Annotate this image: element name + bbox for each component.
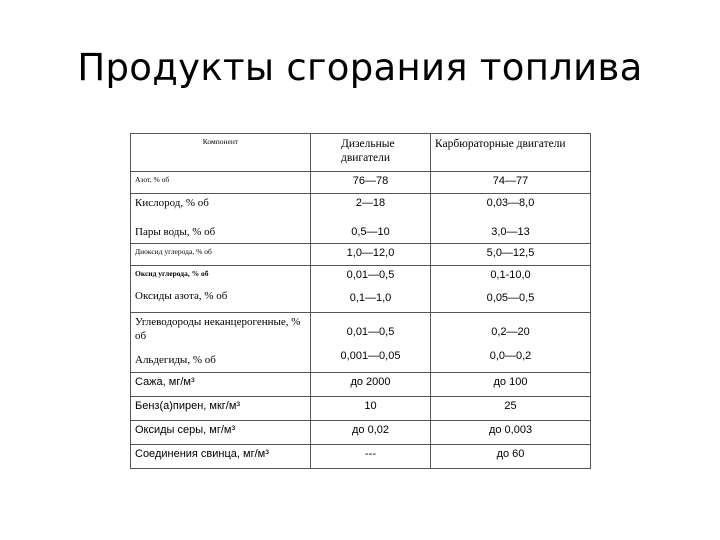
table-row xyxy=(131,266,591,313)
diesel-co: 0,01—0,5 xyxy=(346,269,395,281)
row-carb xyxy=(431,266,591,313)
carb-oxygen: 0,03—8,0 xyxy=(486,197,535,209)
diesel-aldehydes: 0,001—0,05 xyxy=(340,349,401,362)
table-row xyxy=(131,172,591,194)
row-diesel xyxy=(311,313,431,373)
row-component: Азот, % об xyxy=(131,172,311,194)
row-carb xyxy=(431,313,591,373)
header-carb: Карбюраторные двигатели xyxy=(431,134,591,172)
diesel-hydrocarbons: 0,01—0,5 xyxy=(346,326,395,338)
row-component: Сажа, мг/м³ xyxy=(131,373,311,397)
row-diesel: --- xyxy=(311,445,431,469)
slide-title: Продукты сгорания топлива xyxy=(77,46,643,89)
table-header-row xyxy=(131,134,591,172)
header-component: Компонент xyxy=(131,134,311,172)
row-diesel: до 0,02 xyxy=(311,421,431,445)
combustion-products-table xyxy=(130,133,591,469)
component-nox: Оксиды азота, % об xyxy=(135,290,228,303)
component-co: Оксид углерода, % об xyxy=(135,269,209,278)
row-diesel: 76—78 xyxy=(311,172,431,194)
row-diesel: 1,0—12,0 xyxy=(311,244,431,266)
row-component: Соединения свинца, мг/м³ xyxy=(131,445,311,469)
row-diesel: 10 xyxy=(311,397,431,421)
row-diesel xyxy=(311,266,431,313)
row-diesel: до 2000 xyxy=(311,373,431,397)
header-diesel: Дизельные двигатели xyxy=(311,134,431,172)
row-diesel xyxy=(311,194,431,244)
row-carb: 5,0—12,5 xyxy=(431,244,591,266)
row-component: Оксиды серы, мг/м³ xyxy=(131,421,311,445)
table-row xyxy=(131,397,591,421)
carb-nox: 0,05—0,5 xyxy=(486,291,535,304)
row-carb: до 100 xyxy=(431,373,591,397)
row-carb: до 0,003 xyxy=(431,421,591,445)
table-row xyxy=(131,373,591,397)
component-water: Пары воды, % об xyxy=(135,225,216,238)
component-hydrocarbons: Углеводороды неканцерогенные, % об xyxy=(135,316,301,342)
row-component xyxy=(131,266,311,313)
row-component xyxy=(131,313,311,373)
diesel-nox: 0,1—1,0 xyxy=(349,291,392,304)
component-aldehydes: Альдегиды, % об xyxy=(135,353,216,366)
carb-aldehydes: 0,0—0,2 xyxy=(489,349,532,362)
row-carb: до 60 xyxy=(431,445,591,469)
row-component xyxy=(131,194,311,244)
carb-hydrocarbons: 0,2—20 xyxy=(491,326,530,338)
diesel-water: 0,5—10 xyxy=(351,225,390,238)
table-row xyxy=(131,421,591,445)
table-row xyxy=(131,244,591,266)
table-row xyxy=(131,313,591,373)
diesel-oxygen: 2—18 xyxy=(355,197,386,209)
carb-water: 3,0—13 xyxy=(491,225,530,238)
carb-co: 0,1-10,0 xyxy=(490,269,531,281)
row-carb xyxy=(431,194,591,244)
table-row xyxy=(131,445,591,469)
row-component: Бенз(а)пирен, мкг/м³ xyxy=(131,397,311,421)
component-oxygen: Кислород, % об xyxy=(135,197,209,209)
row-component: Диоксид углерода, % об xyxy=(131,244,311,266)
row-carb: 74—77 xyxy=(431,172,591,194)
table-row xyxy=(131,194,591,244)
row-carb: 25 xyxy=(431,397,591,421)
